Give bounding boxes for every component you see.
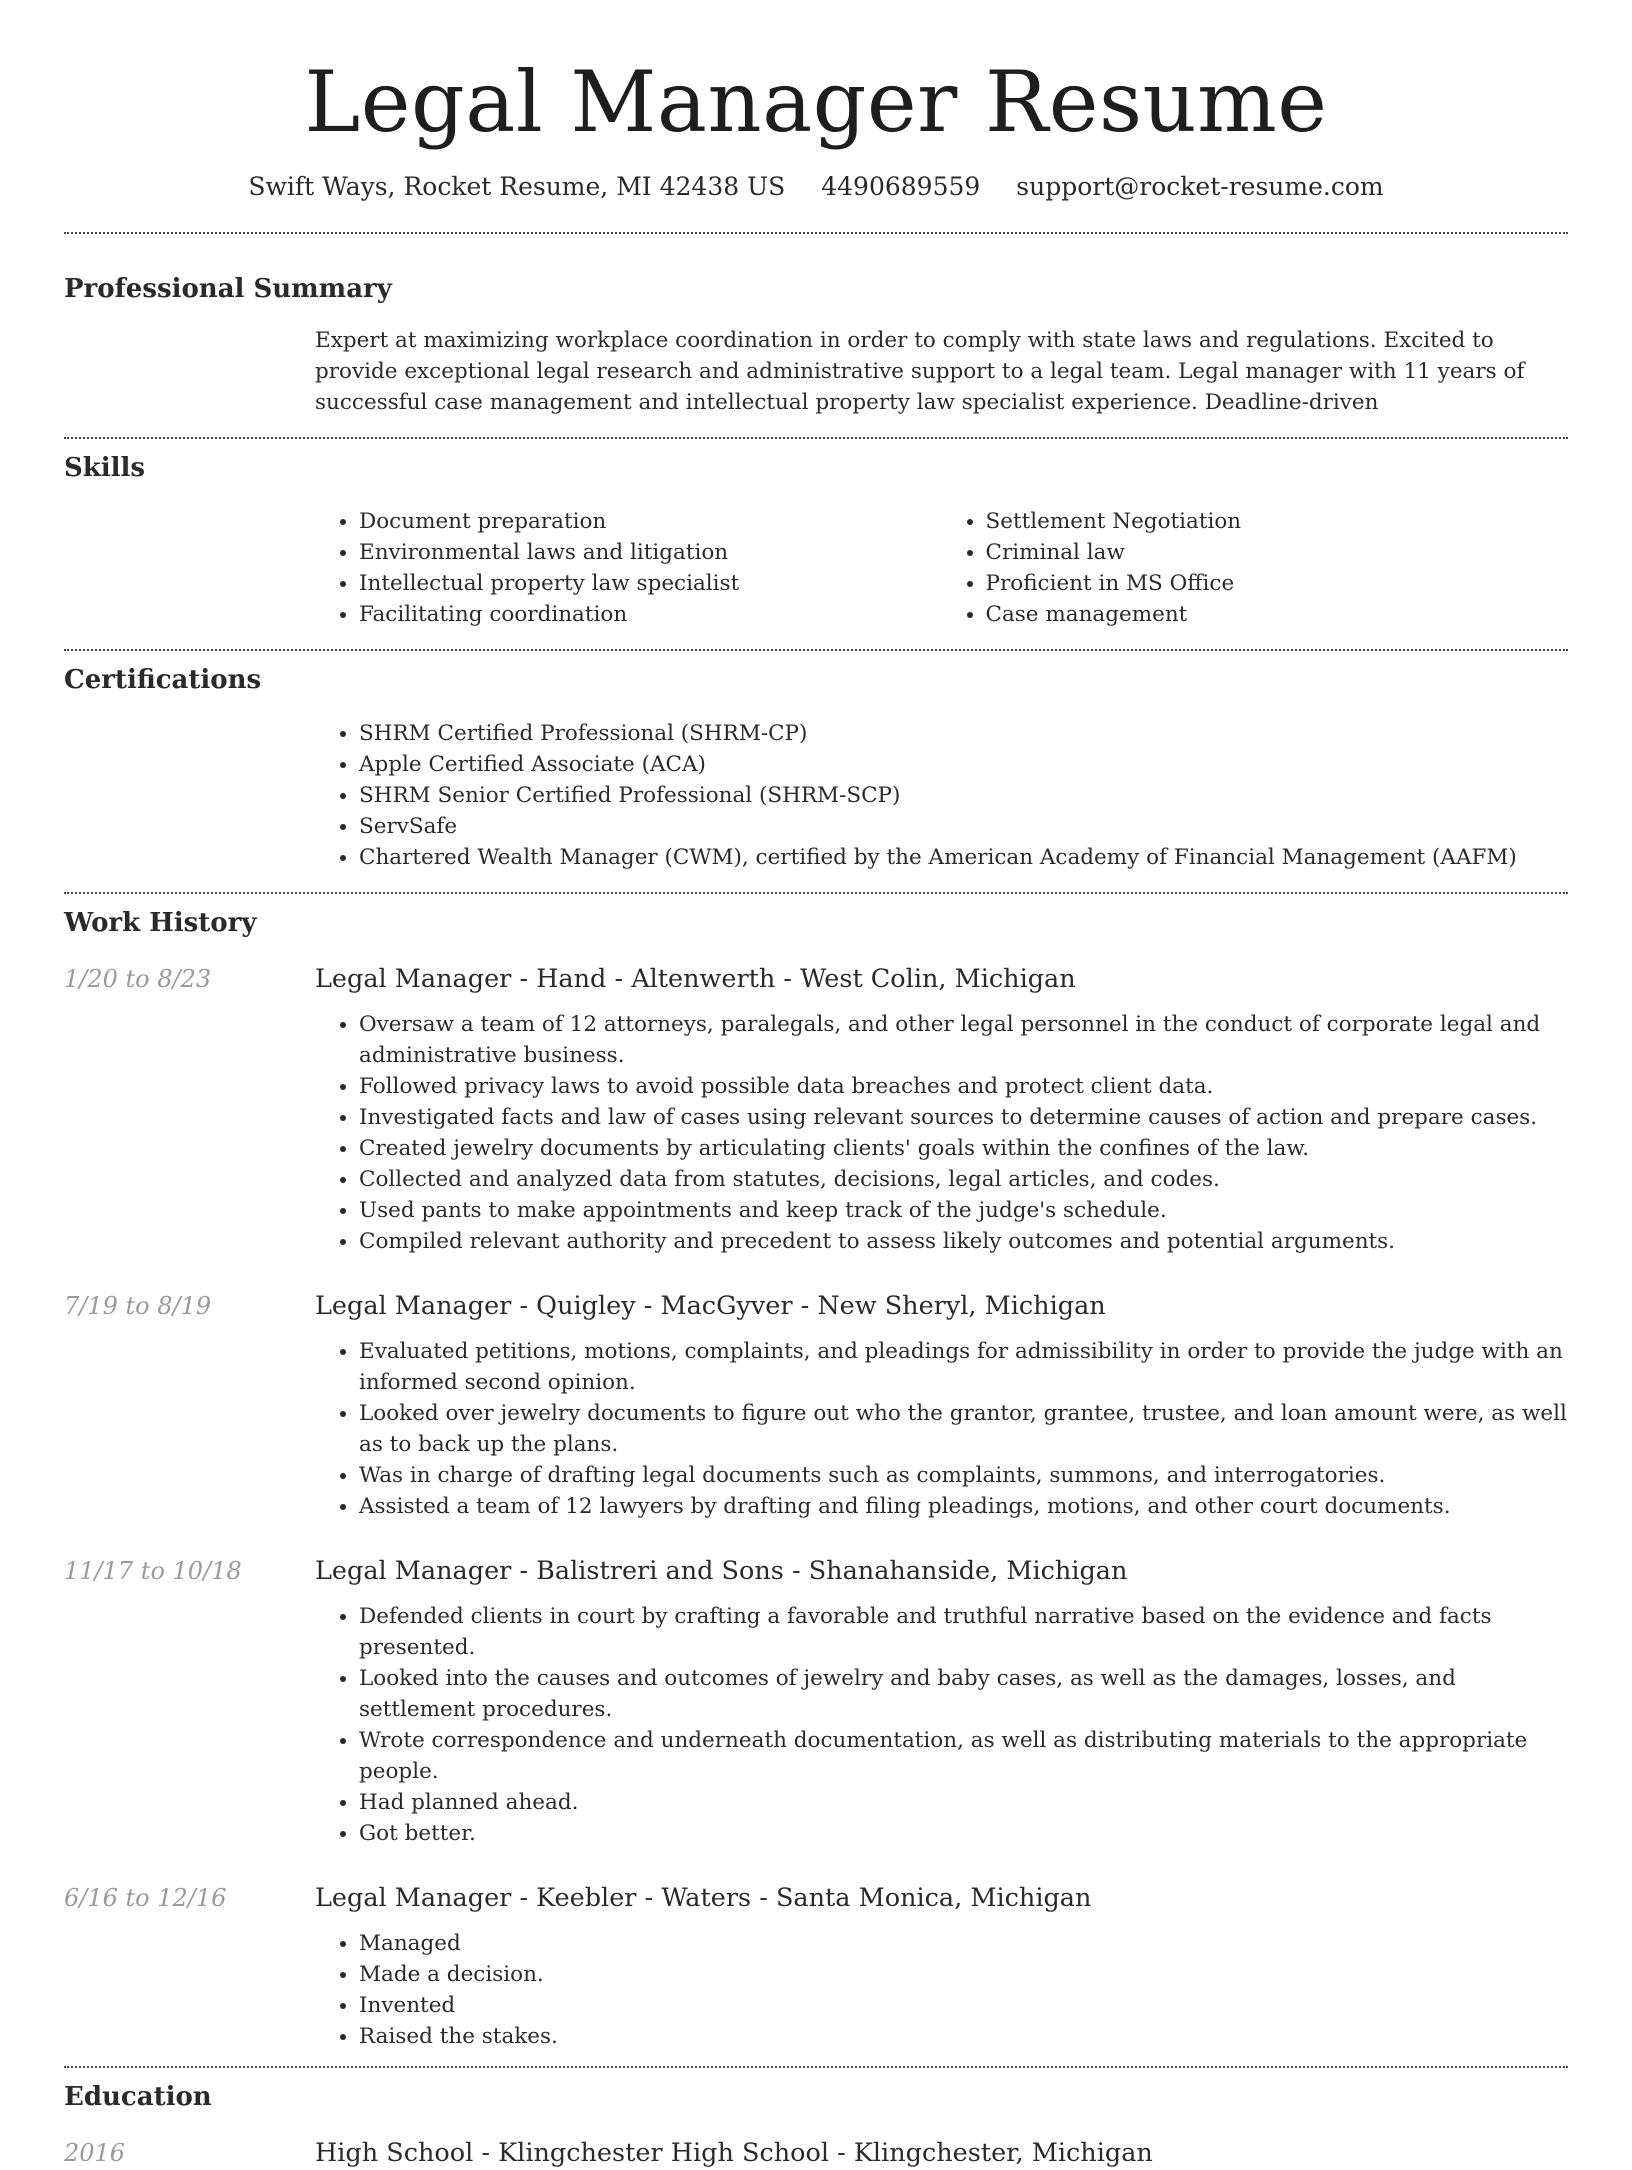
skill-item: • Criminal law [986,537,1569,568]
job-dates: 11/17 to 10/18 [64,1557,242,1585]
job-bullets [315,1336,1568,1522]
certifications-heading: Certifications [64,665,262,695]
job-bullet: • Followed privacy laws to avoid possible data breaches and protect client data. [359,1071,1568,1102]
education-entry [64,2136,1568,2170]
job-dates: 6/16 to 12/16 [64,1884,227,1912]
certifications-list [315,718,1568,873]
job-bullet: • Assisted a team of 12 lawyers by drafting and filing pleadings, motions, and other court documents. [359,1491,1568,1522]
skill-item: • Case management [986,599,1569,630]
job-title: Legal Manager - Quigley - MacGyver - New Sheryl, Michigan [315,1291,1106,1321]
job-bullet: • Invented [359,1990,1568,2021]
job-bullet: • Investigated facts and law of cases using relevant sources to determine causes of action and prepare cases. [359,1102,1568,1133]
job-bullets [315,1601,1568,1849]
job-entry [64,1554,1568,1849]
job-bullet: • Wrote correspondence and underneath documentation, as well as distributing materials to the appropriate people. [359,1725,1568,1787]
skill-item: • Intellectual property law specialist [359,568,942,599]
job-bullet: • Created jewelry documents by articulating clients' goals within the confines of the law. [359,1133,1568,1164]
section-divider [64,649,1568,651]
job-bullet: • Evaluated petitions, motions, complaints, and pleadings for admissibility in order to provide the judge with an informed second opinion. [359,1336,1568,1398]
job-bullet: • Oversaw a team of 12 attorneys, paralegals, and other legal personnel in the conduct of corporate legal and administrative business. [359,1009,1568,1071]
job-bullet: • Collected and analyzed data from statutes, decisions, legal articles, and codes. [359,1164,1568,1195]
education-dates: 2016 [64,2139,126,2167]
job-bullets [315,1009,1568,1257]
education-title: High School - Klingchester High School - Klingchester, Michigan [315,2138,1153,2168]
skill-item: • Environmental laws and litigation [359,537,942,568]
job-entry [64,1289,1568,1522]
contact-email: support@rocket-resume.com [1016,172,1384,201]
resume-title: Legal Manager Resume [304,53,1328,151]
skill-item: • Facilitating coordination [359,599,942,630]
job-bullet: • Defended clients in court by crafting a favorable and truthful narrative based on the evidence and facts presented. [359,1601,1568,1663]
education-heading: Education [64,2082,212,2112]
contact-phone: 4490689559 [821,172,981,201]
skills-heading: Skills [64,453,146,483]
job-bullet: • Made a decision. [359,1959,1568,1990]
job-dates: 1/20 to 8/23 [64,965,212,993]
certification-item: • SHRM Certified Professional (SHRM-CP) [359,718,1568,749]
summary-heading: Professional Summary [64,274,392,304]
job-bullet: • Used pants to make appointments and keep track of the judge's schedule. [359,1195,1568,1226]
skill-item: • Proficient in MS Office [986,568,1569,599]
skills-list [315,506,1568,630]
certification-item: • SHRM Senior Certified Professional (SHRM-SCP) [359,780,1568,811]
job-entry [64,1881,1568,2052]
certification-item: • Apple Certified Associate (ACA) [359,749,1568,780]
job-bullet: • Compiled relevant authority and precedent to assess likely outcomes and potential arguments. [359,1226,1568,1257]
job-dates: 7/19 to 8/19 [64,1292,212,1320]
job-title: Legal Manager - Keebler - Waters - Santa Monica, Michigan [315,1883,1092,1913]
work-history-heading: Work History [64,908,257,938]
certification-item: • Chartered Wealth Manager (CWM), certified by the American Academy of Financial Management (AAFM) [359,842,1568,873]
section-divider [64,2066,1568,2068]
section-divider [64,892,1568,894]
skills-column-left [315,506,942,630]
job-bullet: • Looked over jewelry documents to figure out who the grantor, grantee, trustee, and loan amount were, as well as to back up the plans. [359,1398,1568,1460]
job-title: Legal Manager - Hand - Altenwerth - West Colin, Michigan [315,964,1076,994]
job-title: Legal Manager - Balistreri and Sons - Shanahanside, Michigan [315,1556,1128,1586]
job-bullet: • Had planned ahead. [359,1787,1568,1818]
section-divider [64,232,1568,234]
job-bullet: • Looked into the causes and outcomes of jewelry and baby cases, as well as the damages, losses, and settlement procedures. [359,1663,1568,1725]
skills-column-right [942,506,1569,630]
job-bullet: • Managed [359,1928,1568,1959]
job-bullets [315,1928,1568,2052]
skill-item: • Settlement Negotiation [986,506,1569,537]
certification-item: • ServSafe [359,811,1568,842]
skill-item: • Document preparation [359,506,942,537]
contact-address: Swift Ways, Rocket Resume, MI 42438 US [248,172,786,201]
contact-line [64,170,1568,204]
job-entry [64,962,1568,1257]
job-bullet: • Raised the stakes. [359,2021,1568,2052]
job-bullet: • Got better. [359,1818,1568,1849]
resume-page [64,0,1568,2170]
summary-text: Expert at maximizing workplace coordination in order to comply with state laws and regulations. Excited to provide exceptional legal research and administrative support to a legal team. Legal manager with 11 years of successful case management and intellectual property law specialist experience. Deadline-driven [315,328,1525,415]
section-divider [64,437,1568,439]
job-bullet: • Was in charge of drafting legal documents such as complaints, summons, and interrogatories. [359,1460,1568,1491]
